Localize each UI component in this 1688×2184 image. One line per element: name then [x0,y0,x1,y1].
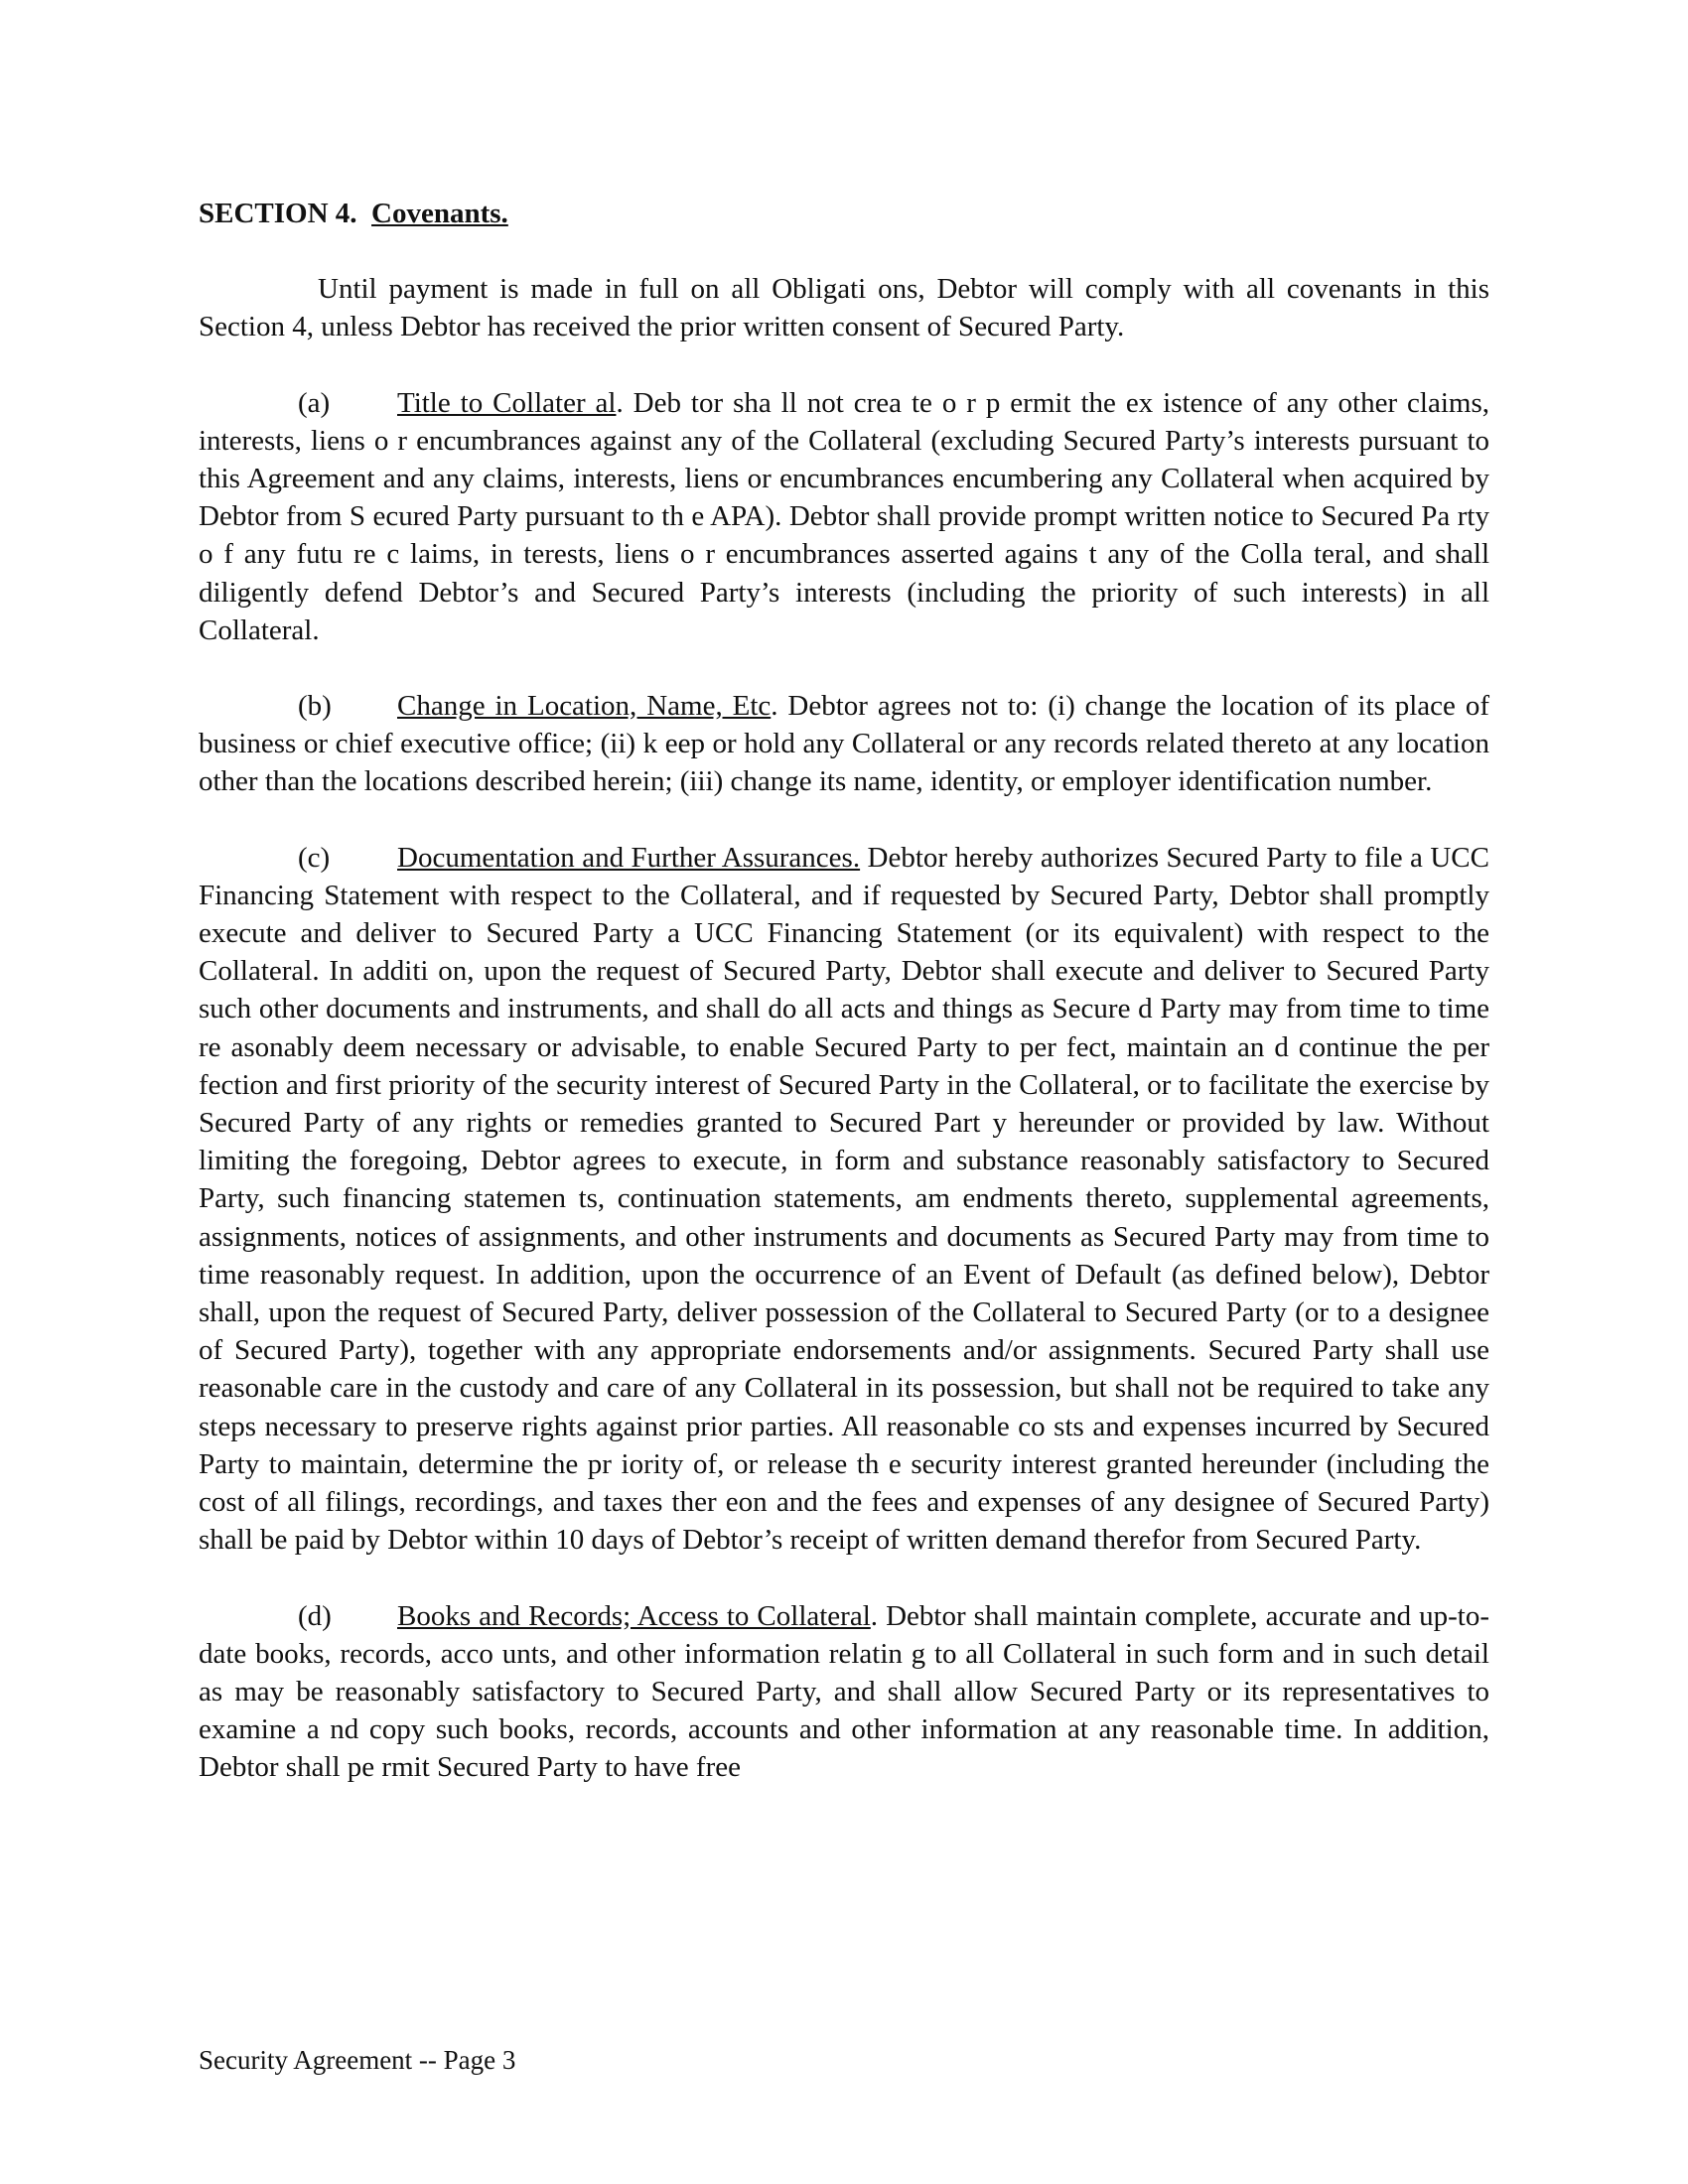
clause-d-caption: Books and Records; Access to Collateral [397,1599,871,1632]
clause-c-text: Debtor hereby authorizes Secured Party to file a UCC Financing Statement with respect to the Collateral, and if requested by Secured Party, Debtor shall promptly execute and deliver to Secured Party a UCC Financing Statement (or its equivalent) with respect to the Collateral. In additi on, upon the request of Secured Party, Debtor shall execute and deliver to Secured Party such other documents and instruments, and shall do all acts and things as Secure d Party may from time to time re asonably deem necessary or advisable, to enable Secured Party to per fect, maintain an d continue the per fection and first priority of the security interest of Secured Party in the Collateral, or to facilitate the exercise by Secured Party of any rights or remedies granted to Secured Part y hereunder or provided by law. Without limiting the foregoing, Debtor agrees to execute, in form and substance reasonably satisfactory to Secured Party, such financing statemen ts, continuation statements, am endments thereto, supplemental agreements, assignments, notices of assignments, and other instruments and documents as Secured Party may from time to time reasonably request. In addition, upon the occurrence of an Event of Default (as defined below), Debtor shall, upon the request of Secured Party, deliver possession of the Collateral to Secured Party (or to a designee of Secured Party), together with any appropriate endorsements and/or assignments. Secured Party shall use reasonable care in the custody and care of any Collateral in its possession, but shall not be required to take any steps necessary to preserve rights against prior parties. All reasonable co sts and expenses incurred by Secured Party to maintain, determine the pr iority of, or release th e security interest granted hereunder (including the cost of all filings, recordings, and taxes ther eon and the fees and expenses of any designee of Secured Party) shall be paid by Debtor within 10 days of Debtor’s receipt of written demand therefor from Secured Party. [199,841,1489,1557]
section-number: SECTION 4. [199,198,357,229]
clause-b-caption: Change in Location, Name, Etc [397,690,772,723]
clause-a-text: . Deb tor sha ll not crea te o r p ermit the ex istence of any other claims, interests, liens o r encumbrances against any of the Collateral (excluding Secured Party’s interests pursuant to this Agreement and any claims, interests, liens or encumbrances encumbering any Collateral when acquired by Debtor from S ecured Party pursuant to th e APA). Debtor shall provide prompt written notice to Secured Pa rty o f any futu re c laims, in terests, liens o r encumbrances asserted agains t any of the Colla teral, and shall diligently defend Debtor’s and Secured Party’s interests (including the priority of such interests) in all Collateral. [199,386,1489,646]
document-page [199,195,1489,1825]
clause-b-text: . Debtor agrees not to: (i) change the location of its place of business or chief executive office; (ii) k eep or hold any Collateral or any records related thereto at any location other than the locations described herein; (iii) change its name, identity, or employer identification number. [199,690,1489,798]
section-heading [199,195,1489,232]
clause-a-letter: (a) [298,386,331,419]
clause-d-letter: (d) [298,1599,332,1632]
clause-b-letter: (b) [298,690,332,723]
clause-c-caption: Documentation and Further Assurances. [397,841,861,874]
intro-paragraph: Until payment is made in full on all Obligati ons, Debtor will comply with all covenants in this Section 4, unless Debtor has received the prior written consent of Secured Party. [199,273,1489,343]
clause-a [199,384,1489,649]
clause-d-text: . Debtor shall maintain complete, accurate and up-to-date books, records, acco unts, and other information relatin g to all Collateral in such form and in such detail as may be reasonably satisfactory to Secured Party, and shall allow Secured Party or its representatives to examine a nd copy such books, records, accounts and other information at any reasonable time. In addition, Debtor shall pe rmit Secured Party to have free [199,1599,1490,1784]
clause-c-letter: (c) [298,841,331,874]
page-footer: Security Agreement -- Page 3 [199,2045,516,2075]
clause-c [199,839,1489,1560]
clause-b [199,687,1489,801]
section-title: Covenants. [371,198,508,229]
clause-d [199,1597,1489,1787]
clause-a-caption: Title to Collater al [397,386,617,419]
